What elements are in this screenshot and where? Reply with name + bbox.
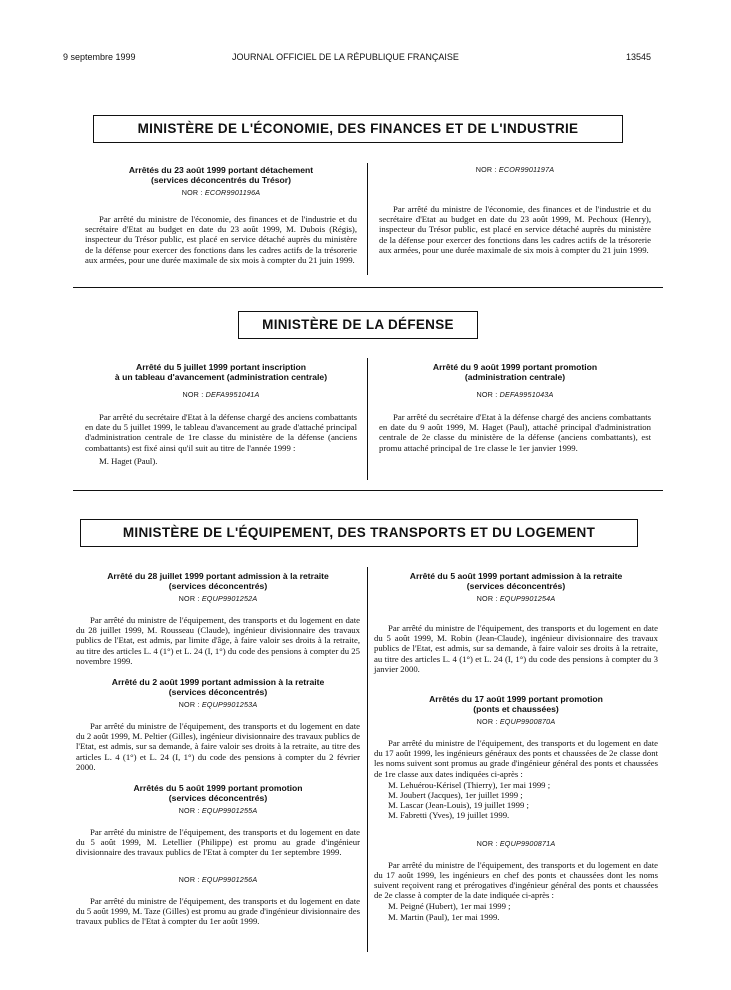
decree-title: Arrêtés du 23 août 1999 portant détachement: [128, 165, 314, 175]
decree-title: Arrêté du 2 août 1999 portant admission à la retraite: [111, 677, 325, 688]
column-divider: [367, 358, 368, 480]
decree-text: Par arrêté du ministre de l'équipement, des transports et du logement en date du 17 août 1999, les ingénieurs généraux des ponts et chaussées de 2e classe dont les noms suivent sont promus au grade d'ingénieur général des ponts et chaussées de 1re classe aux dates indiquées ci-après :: [374, 738, 658, 779]
decree-text: Par arrêté du ministre de l'équipement, des transports et du logement en date du 2 août 1999, M. Peltier (Gilles), ingénieur divisionnaire des travaux publics de l'Etat, est admis, sur sa demande, à faire valoir ses droits à la retraite, au titre des articles L. 4 (1°) et L. 24 (I, 1°) du code des pensions à compter du 2 février 2000.: [76, 721, 360, 772]
nor-reference: NOR : EQUP9901252A: [178, 594, 258, 603]
ministry-title-defense: MINISTÈRE DE LA DÉFENSE: [238, 311, 478, 339]
economie-left-column: [85, 165, 357, 265]
column-divider: [367, 163, 368, 275]
decree-subtitle: (services déconcentrés): [466, 581, 566, 591]
nor-reference: NOR : EQUP9900871A: [476, 838, 556, 848]
header-page-number: 13545: [626, 52, 652, 62]
equipement-right-column: [374, 571, 658, 922]
promoted-name: M. Peigné (Hubert), 1er mai 1999 ;: [388, 901, 511, 912]
header-journal: JOURNAL OFFICIEL DE LA RÉPUBLIQUE FRANÇAISE: [232, 52, 459, 62]
section-rule: [73, 490, 663, 491]
nor-reference: NOR : EQUP9900870A: [476, 717, 556, 727]
nor-reference: NOR : EQUP9901254A: [476, 594, 556, 603]
economie-right-column: [379, 165, 651, 255]
defense-left-column: [85, 362, 357, 466]
decree-text: Par arrêté du ministre de l'équipement, des transports et du logement en date du 5 août 1999, M. Robin (Jean-Claude), ingénieur divisionnaire des travaux publics de l'Etat, est admis, sur sa demande, à faire valoir ses droits à la retraite, au titre des articles L. 4 (1°) et L. 24 (I, 1°) du code des pensions à compter du 3 janvier 2000.: [374, 623, 658, 674]
decree-text: Par arrêté du ministre de l'équipement, des transports et du logement en date du 28 juillet 1999, M. Rousseau (Claude), ingénieur divisionnaire des travaux publics de l'Etat, est admis, par limite d'âge, à faire valoir ses droits à la retraite, au titre des articles L. 4 (1°) et L. 24 (I, 1°) du code des pensions à compter du 25 novembre 1999.: [76, 615, 360, 666]
decree-title: Arrêté du 9 août 1999 portant promotion: [432, 362, 598, 372]
decree-subtitle: (services déconcentrés): [168, 793, 268, 804]
promoted-name: M. Haget (Paul).: [99, 455, 158, 466]
nor-reference: NOR : EQUP9901253A: [178, 700, 258, 710]
decree-subtitle: à un tableau d'avancement (administration centrale): [114, 372, 328, 382]
decree-subtitle: (ponts et chaussées): [473, 704, 559, 715]
decree-subtitle: (services déconcentrés): [168, 687, 268, 698]
decree-text: Par arrêté du ministre de l'équipement, des transports et du logement en date du 17 août 1999, les ingénieurs en chef des ponts et chaussées dont les noms suivent reçoivent rang et prérogatives d'ingénieur général des ponts et chaussées de 2e classe à compter de la date indiquée ci-après :: [374, 859, 658, 901]
decree-title: Arrêté du 28 juillet 1999 portant admission à la retraite: [107, 571, 329, 581]
decree-title: Arrêtés du 17 août 1999 portant promotion: [429, 694, 603, 705]
section-rule: [73, 287, 663, 288]
decree-subtitle: (services déconcentrés du Trésor): [151, 175, 291, 185]
decree-subtitle: (services déconcentrés): [168, 581, 268, 591]
decree-text: Par arrêté du ministre de l'économie, des finances et de l'industrie et du secrétaire d'Etat au budget en date du 23 août 1999, M. Pechoux (Henry), inspecteur du Trésor public, est placé en service détaché auprès du ministère de la défense pour exercer des fonctions dans les cadres actifs de la trésorerie aux armées, pour une durée maximale de six mois à compter du 21 juin 1999.: [379, 204, 651, 255]
promoted-name: M. Lascar (Jean-Louis), 19 juillet 1999 ;: [388, 800, 529, 811]
decree-text: Par arrêté du ministre de l'équipement, des transports et du logement en date du 5 août 1999, M. Letellier (Philippe) est promu au grade d'ingénieur divisionnaire des travaux publics de l'Etat à compter du 1er septembre 1999.: [76, 827, 360, 858]
decree-text: Par arrêté du ministre de l'équipement, des transports et du logement en date du 5 août 1999, M. Taze (Gilles) est promu au grade d'ingénieur divisionnaire des travaux publics de l'Etat à compter du 1er août 1999.: [76, 895, 360, 927]
ministry-title-economie: MINISTÈRE DE L'ÉCONOMIE, DES FINANCES ET DE L'INDUSTRIE: [93, 115, 623, 143]
decree-text: Par arrêté du ministre de l'économie, des finances et de l'industrie et du secrétaire d'Etat au budget en date du 23 août 1999, M. Dubois (Régis), inspecteur du Trésor public, est placé en service détaché auprès du ministère de la défense pour exercer des fonctions dans les cadres actifs de la trésorerie aux armées, pour une durée maximale de six mois à compter du 21 juin 1999.: [85, 214, 357, 265]
decree-title: Arrêtés du 5 août 1999 portant promotion: [133, 783, 303, 794]
decree-title: Arrêté du 5 août 1999 portant admission à la retraite: [409, 571, 623, 581]
nor-reference: NOR : DEFA9951041A: [182, 390, 260, 399]
decree-text: Par arrêté du secrétaire d'Etat à la défense chargé des anciens combattants en date du 9 août 1999, M. Haget (Paul), attaché principal d'administration centrale de 2e classe du ministère de la défense (anciens combattants), est promu attaché principal de 1re classe le 1er janvier 1999.: [379, 412, 651, 453]
defense-right-column: [379, 362, 651, 453]
ministry-title-equipement: MINISTÈRE DE L'ÉQUIPEMENT, DES TRANSPORTS ET DU LOGEMENT: [80, 519, 638, 547]
decree-text: Par arrêté du secrétaire d'Etat à la défense chargé des anciens combattants en date du 5 juillet 1999, le tableau d'avancement au grade d'attaché principal d'administration centrale de 1re classe du ministère de la défense (anciens combattants) est fixé ainsi qu'il suit au titre de l'année 1999 :: [85, 412, 357, 453]
column-divider: [367, 567, 368, 952]
decree-subtitle: (administration centrale): [464, 372, 566, 382]
decree-title: Arrêté du 5 juillet 1999 portant inscription: [136, 362, 306, 372]
promoted-name: M. Martin (Paul), 1er mai 1999.: [388, 911, 500, 922]
nor-reference: NOR : ECOR9901197A: [475, 165, 555, 174]
nor-reference: NOR : EQUP9901255A: [178, 806, 258, 816]
promoted-name: M. Joubert (Jacques), 1er juillet 1999 ;: [388, 790, 523, 801]
equipement-left-column: [76, 571, 360, 926]
nor-reference: NOR : DEFA9951043A: [476, 390, 554, 399]
header-date: 9 septembre 1999: [63, 52, 136, 62]
nor-reference: NOR : ECOR9901196A: [181, 188, 261, 197]
promoted-name: M. Lehuérou-Kérisel (Thierry), 1er mai 1999 ;: [388, 779, 551, 790]
promoted-name: M. Fabretti (Yves), 19 juillet 1999.: [388, 810, 510, 821]
nor-reference: NOR : EQUP9901256A: [178, 874, 258, 884]
